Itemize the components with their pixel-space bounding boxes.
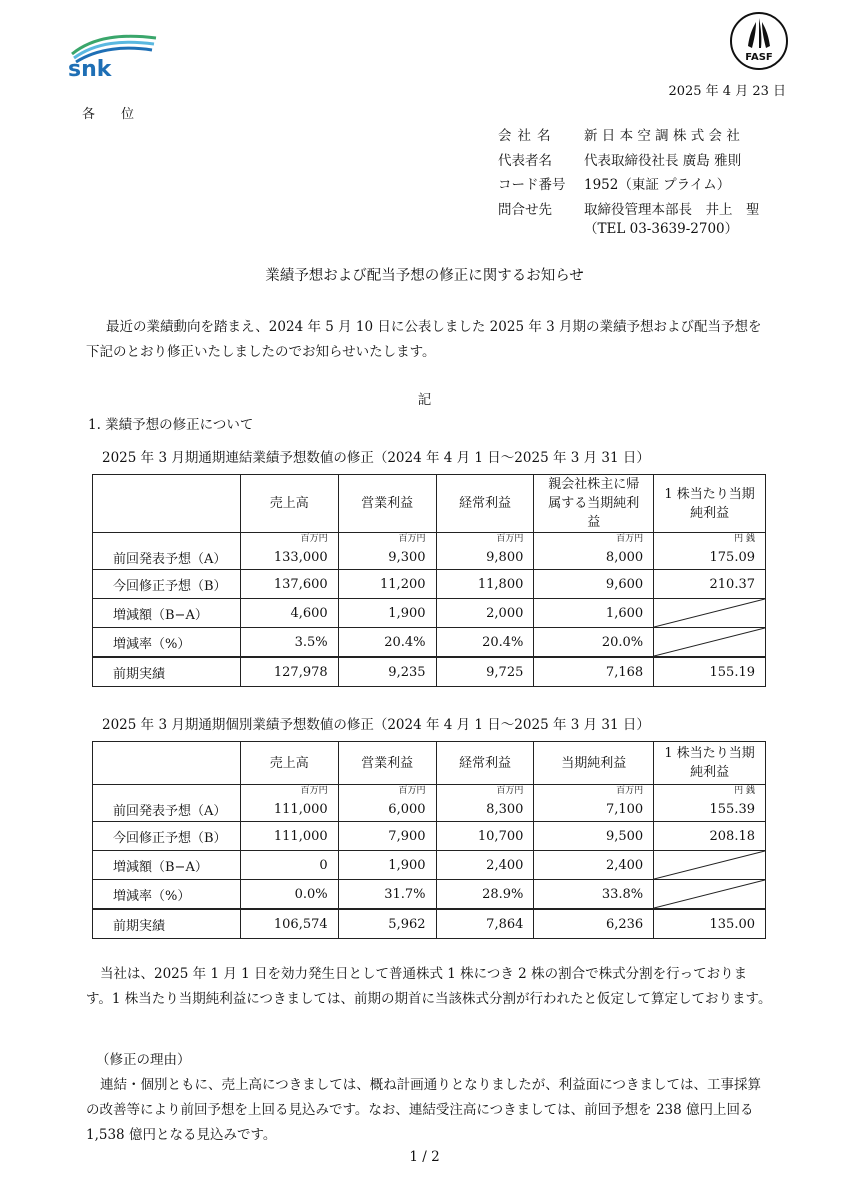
- stock-split-note: 当社は、2025 年 1 月 1 日を効力発生日として普通株式 1 株につき 2 株の割合で株式分割を行っております。1 株当たり当期純利益につきましては、前期の期首に当該株式分割が行われたと仮定して算定しております。: [86, 966, 772, 1007]
- header-sales: 売上高: [240, 742, 338, 785]
- table-row: 増減率（%） 3.5% 20.4% 20.4% 20.0%: [93, 628, 766, 658]
- representative-label: 代表者名: [498, 152, 552, 169]
- diagonal-cell: [654, 628, 766, 658]
- diagonal-cell: [654, 851, 766, 880]
- reason-heading: （修正の理由）: [96, 1052, 191, 1068]
- header-operating-profit: 営業利益: [338, 742, 436, 785]
- table-row: 増減率（%） 0.0% 31.7% 28.9% 33.8%: [93, 880, 766, 910]
- logo-text: snk: [68, 57, 112, 78]
- company-name-label: 会社名: [498, 128, 557, 144]
- non-consolidated-forecast-table: [92, 741, 766, 939]
- header-net-income: 当期純利益: [534, 742, 654, 785]
- table-row: 今回修正予想（B） 111,000 7,900 10,700 9,500 208.18: [93, 822, 766, 851]
- header-net-income: 親会社株主に帰属する当期純利益: [534, 475, 654, 533]
- section-heading: 1. 業績予想の修正について: [88, 417, 254, 433]
- page-number: 1 / 2: [409, 1149, 440, 1165]
- table-row: 前回発表予想（A） 111,000 6,000 8,300 7,100 155.39: [93, 797, 766, 822]
- reason-paragraph: 連結・個別ともに、売上高につきましては、概ね計画通りとなりましたが、利益面につきましては、工事採算の改善等により前回予想を上回る見込みです。なお、連結受注高につきましては、前回予想を 238 億円上回る 1,538 億円となる見込みです。: [86, 1077, 761, 1143]
- company-info: [498, 124, 760, 242]
- header-operating-profit: 営業利益: [338, 475, 436, 533]
- table-row: 前期実績 106,574 5,962 7,864 6,236 135.00: [93, 909, 766, 939]
- intro-paragraph: 最近の業績動向を踏まえ、2024 年 5 月 10 日に公表しました 2025 年 3 月期の業績予想および配当予想を下記のとおり修正いたしましたのでお知らせいたします。: [86, 319, 762, 360]
- header-eps: 1 株当たり当期純利益: [654, 475, 766, 533]
- diagonal-cell: [654, 880, 766, 910]
- company-logo: [64, 32, 164, 78]
- consolidated-forecast-table: [92, 474, 766, 687]
- units-row: 百万円 百万円 百万円 百万円 円 銭: [93, 533, 766, 546]
- contact-label: 問合せ先: [498, 201, 552, 218]
- addressee: 各 位: [82, 107, 135, 122]
- table-row: 前期実績 127,978 9,235 9,725 7,168 155.19: [93, 657, 766, 687]
- company-name: 新 日 本 空 調 株 式 会 社: [584, 128, 740, 144]
- telephone: （TEL 03-3639-2700）: [584, 221, 739, 237]
- fasf-seal-icon: [728, 10, 790, 76]
- seal-text: FASF: [745, 52, 773, 63]
- document-title: 業績予想および配当予想の修正に関するお知らせ: [265, 268, 584, 284]
- table-row: 増減額（B−A） 0 1,900 2,400 2,400: [93, 851, 766, 880]
- diagonal-cell: [654, 599, 766, 628]
- header-sales: 売上高: [240, 475, 338, 533]
- header-ordinary-profit: 経常利益: [436, 742, 534, 785]
- units-row: 百万円 百万円 百万円 百万円 円 銭: [93, 785, 766, 798]
- table-row: 増減額（B−A） 4,600 1,900 2,000 1,600: [93, 599, 766, 628]
- table-row: 前回発表予想（A） 133,000 9,300 9,800 8,000 175.09: [93, 545, 766, 570]
- table-header-row: [93, 475, 766, 533]
- table1-caption: 2025 年 3 月期通期連結業績予想数値の修正（2024 年 4 月 1 日～2025 年 3 月 31 日）: [102, 450, 650, 466]
- table2-caption: 2025 年 3 月期通期個別業績予想数値の修正（2024 年 4 月 1 日～2025 年 3 月 31 日）: [102, 717, 650, 733]
- header-eps: 1 株当たり当期純利益: [654, 742, 766, 785]
- table-header-row: [93, 742, 766, 785]
- table-row: 今回修正予想（B） 137,600 11,200 11,800 9,600 210.37: [93, 570, 766, 599]
- document-date: 2025 年 4 月 23 日: [668, 84, 786, 99]
- contact-person: 取締役管理本部長 井上 聖: [584, 201, 760, 218]
- ki-marker: 記: [417, 392, 432, 408]
- representative: 代表取締役社長 廣島 雅則: [584, 152, 742, 169]
- code-label: コード番号: [498, 177, 566, 193]
- header-ordinary-profit: 経常利益: [436, 475, 534, 533]
- stock-code: 1952（東証 プライム）: [584, 177, 731, 193]
